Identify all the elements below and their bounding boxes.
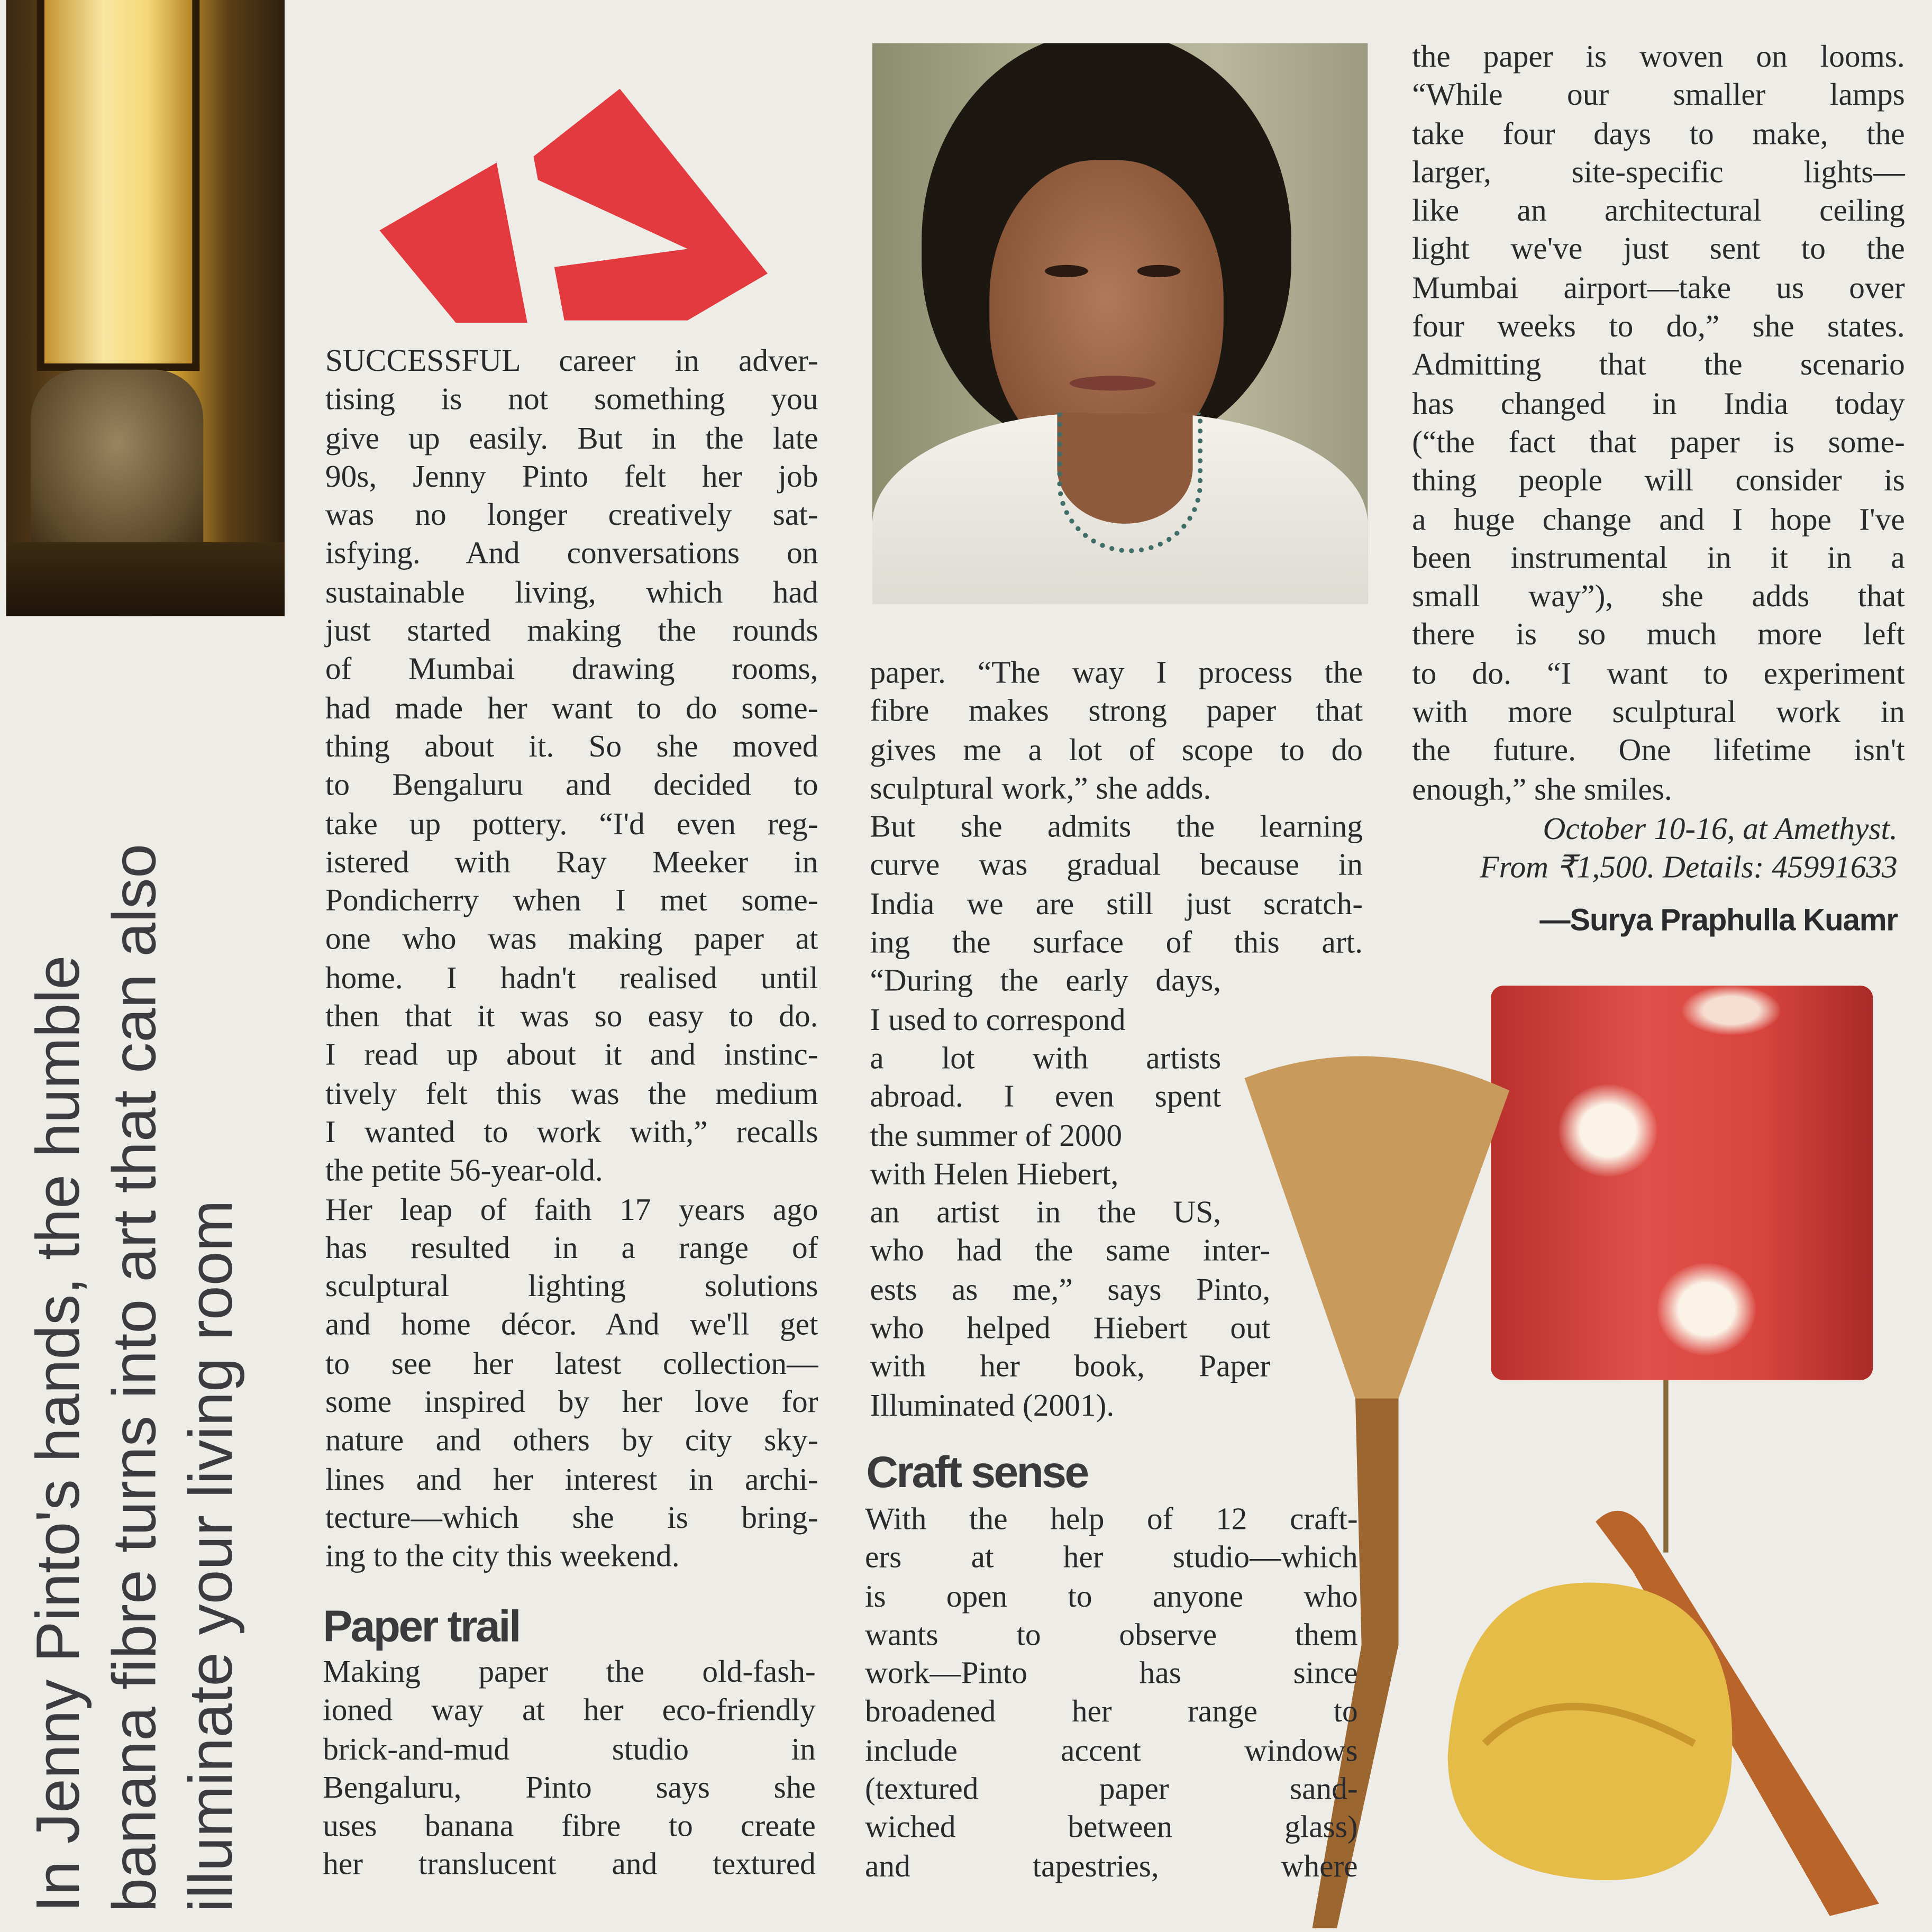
text-line: a lot with artists [870,1040,1222,1076]
text-line: was no longer creatively sat- [325,497,818,533]
text-line: (textured paper sand- [865,1771,1358,1807]
text-line: ing to the city this weekend. [325,1538,680,1574]
text-line: is open to anyone who [865,1578,1358,1614]
text-line: larger, site-specific lights— [1412,153,1905,190]
text-line: But she admits the learning [870,808,1363,844]
yellow-lamp [1411,1497,1904,1928]
headline-line: illuminate your living room [176,1200,245,1912]
text-line: ers at her studio—which [865,1539,1358,1575]
text-line: to do. “I want to experiment [1412,655,1905,691]
text-line: Illuminated (2001). [870,1387,1115,1423]
text-line: who had the same inter- [870,1233,1271,1269]
column-1-continued [323,1652,816,1883]
text-line: had made her want to do some- [325,689,818,726]
text-line: and home décor. And we'll get [325,1306,818,1343]
text-line: fibre makes strong paper that [870,692,1363,729]
text-line: curve was gradual because in [870,847,1363,883]
text-line: Making paper the old-fash- [323,1653,816,1690]
text-line: who helped Hiebert out [870,1309,1271,1346]
text-line: 90s, Jenny Pinto felt her job [325,458,818,494]
text-line: paper. “The way I process the [870,654,1363,690]
text-line: with more sculptural work in [1412,694,1905,730]
text-line: uses banana fibre to create [323,1808,816,1844]
text-line: “During the early days, [870,962,1222,999]
text-line: a huge change and I hope I've [1412,500,1905,537]
text-line: and tapestries, where [865,1847,1358,1884]
text-line: nature and others by city sky- [325,1422,818,1459]
lamp-photo-left [6,0,285,616]
text-line: thing about it. So she moved [325,728,818,764]
text-line: take up pottery. “I'd even reg- [325,805,818,841]
text-line: enough,” she smiles. [1412,771,1672,807]
text-line: then that it was so easy to do. [325,998,818,1034]
text-line: like an architectural ceiling [1412,192,1905,229]
column-1 [325,341,818,1575]
text-line: an artist in the US, [870,1194,1222,1230]
text-line: just started making the rounds [325,612,818,649]
text-line: I wanted to work with,” recalls [325,1114,818,1150]
headline [20,662,249,1912]
drop-cap-logo [379,89,768,325]
text-line: include accent windows [865,1732,1358,1768]
text-line: of Mumbai drawing rooms, [325,651,818,687]
portrait-photo [872,43,1368,604]
text-line: Bengaluru, Pinto says she [323,1769,816,1805]
text-line: tising is not something you [325,381,818,417]
text-line: Pondicherry when I met some- [325,882,818,918]
text-line: to see her latest collection— [325,1345,818,1381]
text-line: sustainable living, which had [325,573,818,610]
column-2-continued [865,1500,1358,1885]
text-line: the summer of 2000 [870,1117,1123,1153]
text-line: isfying. And conversations on [325,535,818,571]
heading-paper-trail: Paper trail [323,1600,520,1651]
text-line: Her leap of faith 17 years ago [325,1191,818,1227]
text-line: with Helen Hiebert, [870,1155,1119,1191]
event-info [1405,809,1898,887]
text-line: brick-and-mud studio in [323,1730,816,1766]
text-line: has resulted in a range of [325,1229,818,1265]
text-line: ing the surface of this art. [870,924,1363,960]
column-3 [1412,37,1905,808]
text-line: small way”), she adds that [1412,578,1905,614]
text-line: lines and her interest in archi- [325,1461,818,1497]
text-line: home. I hadn't realised until [325,959,818,996]
text-line: wiched between glass) [865,1809,1358,1845]
text-line: (“the fact that paper is some- [1412,424,1905,460]
text-line: tecture—which she is bring- [325,1499,818,1535]
event-price-details: From ₹1,500. Details: 45991633 [1480,849,1898,885]
text-line: abroad. I even spent [870,1078,1222,1115]
column-2 [870,653,1363,1424]
text-line: take four days to make, the [1412,115,1905,151]
text-line: the petite 56-year-old. [325,1152,603,1188]
text-line: “While our smaller lamps [1412,77,1905,113]
red-lamp-shade [1491,986,1873,1380]
byline: —Surya Praphulla Kuamr [1539,903,1898,938]
text-line: work—Pinto has since [865,1655,1358,1691]
text-line: gives me a lot of scope to do [870,731,1363,768]
text-line: some inspired by her love for [325,1383,818,1420]
text-line: the future. One lifetime isn't [1412,732,1905,768]
text-line: give up easily. But in the late [325,420,818,455]
text-line: Admitting that the scenario [1412,347,1905,382]
text-line: has changed in India today [1412,385,1905,421]
text-line: Mumbai airport—take us over [1412,269,1905,306]
text-line: With the help of 12 craft- [865,1500,1358,1537]
text-line: SUCCESSFUL career in adver- [325,342,818,379]
text-line: wants to observe them [865,1616,1358,1653]
headline-line: banana fibre turns into art that can also [99,843,169,1912]
text-line: istered with Ray Meeker in [325,844,818,880]
text-line: light we've just sent to the [1412,231,1905,267]
text-line: broadened her range to [865,1693,1358,1729]
text-line: one who was making paper at [325,921,818,957]
text-line: been instrumental in it in a [1412,539,1905,576]
text-line: I used to correspond [870,1001,1126,1037]
text-line: with her book, Paper [870,1348,1271,1384]
text-line: ioned way at her eco-friendly [323,1692,816,1728]
text-line: thing people will consider is [1412,462,1905,498]
text-line: her translucent and textured [323,1846,816,1882]
headline-line: In Jenny Pinto's hands, the humble [23,955,93,1912]
heading-craft-sense: Craft sense [866,1446,1088,1497]
text-line: to Bengaluru and decided to [325,767,818,803]
text-line: I read up about it and instinc- [325,1036,818,1073]
text-line: tively felt this was the medium [325,1075,818,1111]
event-dates: October 10-16, at Amethyst. [1543,810,1898,847]
text-line: the paper is woven on looms. [1412,38,1905,74]
text-line: there is so much more left [1412,616,1905,653]
text-line: sculptural lighting solutions [325,1268,818,1304]
text-line: four weeks to do,” she states. [1412,308,1905,344]
text-line: sculptural work,” she adds. [870,770,1211,806]
text-line: ests as me,” says Pinto, [870,1271,1271,1307]
text-line: India we are still just scratch- [870,886,1363,922]
